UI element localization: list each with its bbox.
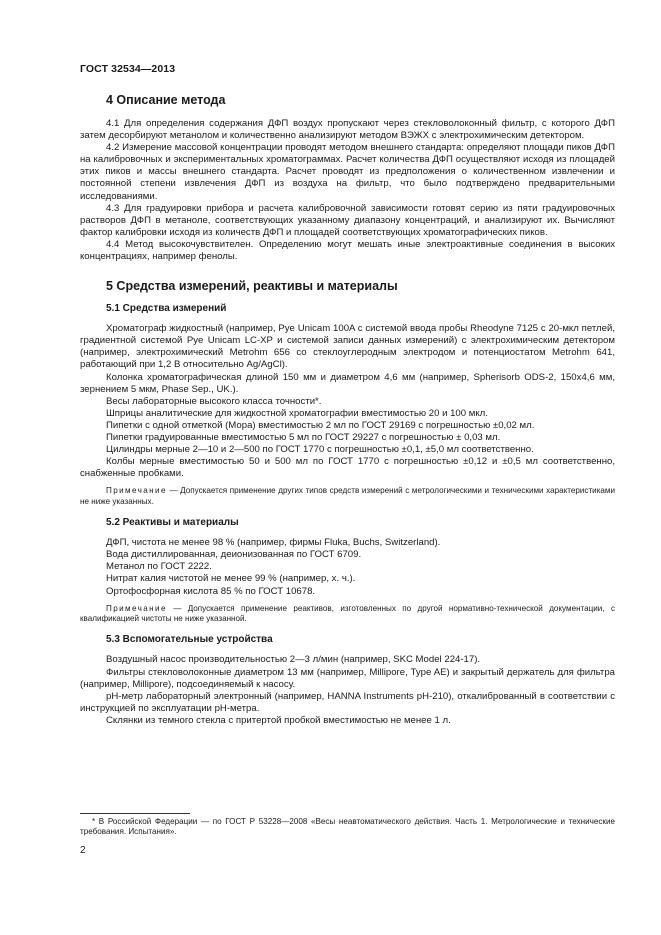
note-label: Примечание: [106, 603, 167, 613]
list-item: Фильтры стекловолоконные диаметром 13 мм (например, Millipore, Type AE) и закрытый держатель для фильтра (например, Millipore), подсоединяемый к насосу.: [80, 666, 615, 690]
list-item: Нитрат калия чистотой не менее 99 % (например, х. ч.).: [106, 573, 356, 585]
list-item: Склянки из темного стекла с притертой пробкой вместимостью не менее 1 л.: [106, 714, 451, 726]
paragraph-4-2: 4.2 Измерение массовой концентрации проводят методом внешнего стандарта: определяют площади пиков ДФП на калибровочных и экспериментальных хроматограммах. Расчет количества ДФП осуществляют исходя из площадей этих пиков и массы внешнего стандарта. Расчет проводят из предположения о количественном извлечении и постоянной степени извлечения ДФП из воздуха на фильтр, что было подтверждено предварительными исследованиями.: [80, 142, 615, 202]
list-item: Вода дистиллированная, деионизованная по ГОСТ 6709.: [106, 549, 362, 561]
note-text: — Допускается применение реактивов, изготовленных по другой нормативно-технической документации, с квалификацией чистоты не ниже указанной.: [80, 603, 615, 624]
subsection-5-1-heading: 5.1 Средства измерений: [106, 303, 227, 315]
list-item: Хроматограф жидкостный (например, Pye Unicam 100A с системой ввода пробы Rheodyne 7125 с 20-мкл петлей, градиентной системой Pye Unicam LC-XP и системой записи данных измерений) с электрохимическим детектором (например, электрохимический Metrohm 656 со стеклоуглеродным электродом и потенциостатом Metrohm 641, работающий при 1,2 В относительно Ag/AgCl).: [80, 323, 615, 371]
section-4-heading: 4 Описание метода: [106, 93, 226, 107]
list-item: Пипетки с одной отметкой (Мора) вместимостью 2 мл по ГОСТ 29169 с погрешностью ±0,02 мл.: [106, 419, 535, 431]
subsection-5-3-heading: 5.3 Вспомогательные устройства: [106, 634, 273, 646]
list-item: Колонка хроматографическая длиной 150 мм и диаметром 4,6 мм (например, Spherisorb ODS-2, 150x4,6 мм, зернением 5 мкм, Phase Sep., UK.).: [80, 371, 615, 395]
list-item: pH-метр лабораторный электронный (например, HANNA Instruments pH-210), откалиброванный в соответствии с инструкцией по эксплуатации pH-метра.: [80, 690, 615, 714]
footnote: * В Российской Федерации — по ГОСТ Р 53228—2008 «Весы неавтоматического действия. Часть 1. Метрологические и технические требования. Испытания».: [80, 817, 615, 837]
list-item: Пипетки градуированные вместимостью 5 мл по ГОСТ 29227 с погрешностью ± 0,03 мл.: [106, 431, 501, 443]
paragraph-4-3: 4.3 Для градуировки прибора и расчета калибровочной зависимости готовят серию из пяти градуировочных растворов ДФП в метаноле, соответствующих указанному диапазону концентраций, и анализируют их. Вычисляют фактор калибровки исходя из количеств ДФП и площадей соответствующих хроматографических пиков.: [80, 202, 615, 238]
list-item: ДФП, чистота не менее 98 % (например, фирмы Fluka, Buchs, Switzerland).: [106, 537, 441, 549]
section-5-heading: 5 Средства измерений, реактивы и материалы: [106, 279, 398, 294]
list-item: Воздушный насос производительностью 2—3 л/мин (например, SKC Model 224-17).: [106, 654, 481, 666]
list-item: Ортофосфорная кислота 85 % по ГОСТ 10678.: [106, 585, 316, 597]
page-content: [80, 93, 615, 727]
running-header: ГОСТ 32534—2013: [80, 63, 176, 75]
note-5-2: [80, 604, 615, 625]
note-text: — Допускается применение других типов средств измерений с метрологическими и техническими характеристиками не ниже указанных.: [80, 486, 615, 506]
paragraph-4-4: 4.4 Метод высокочувствителен. Определению могут мешать иные электроактивные соединения в высоких концентрациях, например фенолы.: [80, 238, 615, 263]
note-5-1: [80, 486, 615, 507]
list-item: Шприцы аналитические для жидкостной хроматографии вместимостью 20 и 100 мкл.: [106, 407, 488, 419]
paragraph-4-1: 4.1 Для определения содержания ДФП воздух пропускают через стекловолоконный фильтр, с которого ДФП затем десорбируют метанолом и количественно анализируют методом ВЭЖХ с электрохимическим детектором.: [80, 118, 615, 142]
list-item: Метанол по ГОСТ 2222.: [106, 561, 212, 573]
list-item: Цилиндры мерные 2—10 и 2—500 по ГОСТ 1770 с погрешностью ±0,1, ±5,0 мл соответственно.: [106, 444, 534, 456]
note-label: Примечание: [106, 486, 167, 496]
subsection-5-2-heading: 5.2 Реактивы и материалы: [106, 517, 239, 529]
list-item: Колбы мерные вместимостью 50 и 500 мл по ГОСТ 1770 с погрешностью ±0,12 и ±0,5 мл соответственно, снабженные пробками.: [80, 456, 615, 480]
list-item: Весы лабораторные высокого класса точности*.: [106, 395, 322, 407]
footnote-separator: [80, 813, 190, 814]
page-number: 2: [80, 845, 86, 856]
